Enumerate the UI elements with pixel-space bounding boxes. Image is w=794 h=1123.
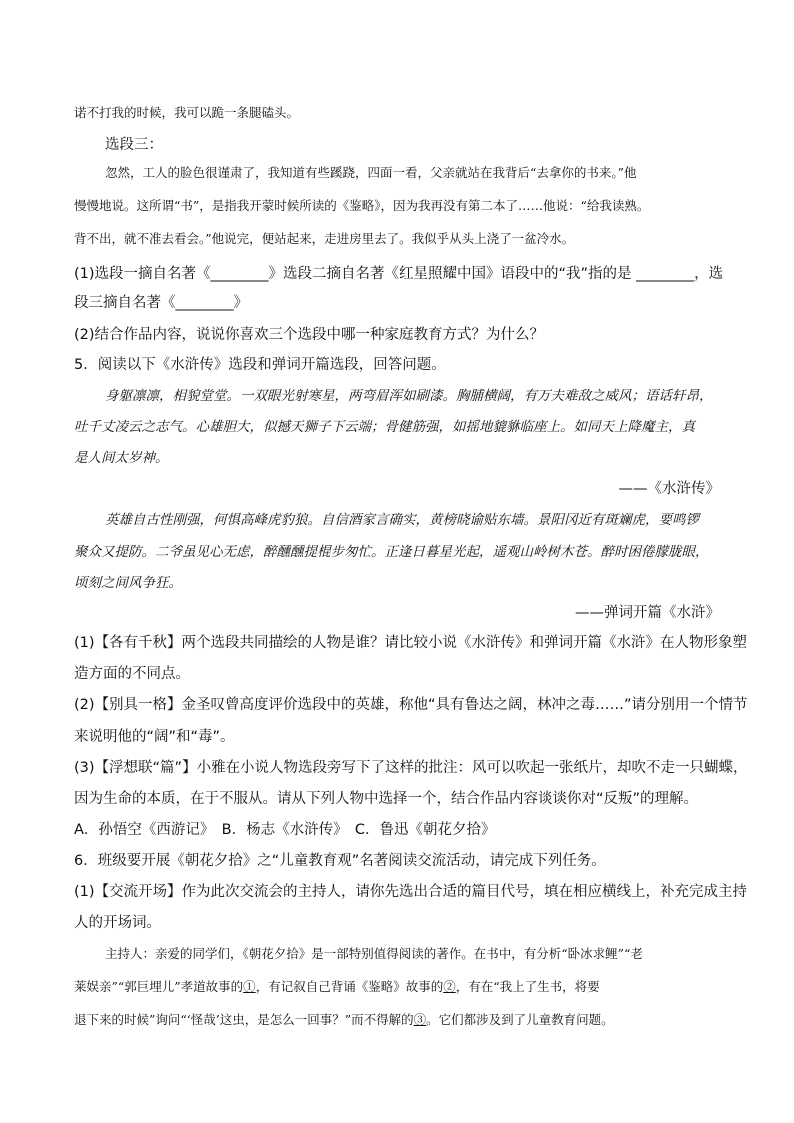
source-attribution: ——弹词开篇《水浒》: [575, 605, 720, 621]
text-segment: 退下来的时候”询问“‘怪哉’这虫，是怎么一回事？”而不得解的: [74, 1012, 414, 1027]
question-line: (2)结合作品内容，说说你喜欢三个选段中哪一种家庭教育方式？为什么？: [74, 327, 545, 343]
options-line: A．孙悟空《西游记》 B．杨志《水浒传》 C．鲁迅《朝花夕拾》: [74, 822, 496, 838]
question-line: 人的开场词。: [74, 915, 161, 931]
text-line: 身躯凛凛，相貌堂堂。一双眼光射寒星，两弯眉浑如刷漆。胸脯横阔，有万夫难敌之威风；语话轩昂，: [105, 388, 713, 404]
question-heading: 5．阅读以下《水浒传》选段和弹词开篇选段，回答问题。: [74, 357, 446, 373]
text-line: 是人间太岁神。: [74, 450, 169, 466]
text-line: 吐千丈凌云之志气。心雄胆大，似撼天狮子下云端；骨健筋强，如摇地貔貅临座上。如同天上降魔主，真: [74, 419, 695, 435]
question-heading: 6．班级要开展《朝花夕拾》之“儿童教育观”名著阅读交流活动，请完成下列任务。: [74, 853, 606, 869]
text-segment: ，有记叙自己背诵《鉴略》故事的: [255, 979, 444, 994]
blank-3: ③: [413, 1012, 427, 1027]
question-line: 因为生命的本质，在于不服从。请从下列人物中选择一个，结合作品内容谈谈你对“反叛”的理解。: [74, 791, 699, 807]
question-line: 来说明他的“阔”和“毒”。: [74, 729, 235, 745]
text-line: [74, 1010, 614, 1028]
text-segment: 莱娱亲”“郭巨埋儿”孝道故事的: [74, 979, 244, 994]
section-heading: 选段三：: [105, 137, 163, 153]
question-line: (3)【浮想联“篇”】小雅在小说人物选段旁写下了这样的批注：风可以吹起一张纸片，却吹不走一只蝴蝶，: [74, 760, 748, 776]
text-line: 聚众又提防。二爷虽见心无虑，醉醺醺提棍步匆忙。正逢日暮星光起，遥观山岭树木苍。醉时困倦朦胧眼，: [74, 544, 709, 560]
text-line: 忽然，工人的脸色很谨肃了，我知道有些蹊跷，四面一看，父亲就站在我背后“去拿你的书来。”他: [105, 165, 637, 180]
text-line: 主持人：亲爱的同学们，《朝花夕拾》是一部特别值得阅读的著作。在书中，有分析“卧冰求鲤”“老: [105, 946, 643, 961]
question-line: (1)【各有千秋】两个选段共同描绘的人物是谁？请比较小说《水浒传》和弹词开篇《水浒》在人物形象塑: [74, 635, 748, 651]
text-segment: 。它们都涉及到了儿童教育问题。: [426, 1012, 614, 1027]
question-line: 造方面的不同点。: [74, 666, 190, 682]
text-segment: ，有在“我上了生书，将要: [455, 979, 600, 994]
question-line: (1)【交流开场】作为此次交流会的主持人，请你先选出合适的篇目代号，填在相应横线上，补充完成主持: [74, 884, 748, 900]
text-line: 英雄自古性刚强，何惧高峰虎豹狼。自信酒家言确实，黄榜晓谕贴东墙。景阳冈近有斑斓虎，要鸣锣: [105, 512, 699, 528]
text-line: 背不出，就不准去看会。”他说完，便站起来，走进房里去了。我似乎从头上浇了一盆冷水。: [74, 231, 575, 246]
text-line: 诺不打我的时候，我可以跪一条腿磕头。: [74, 105, 300, 120]
text-line: [74, 977, 600, 995]
question-line: 段三摘自名著《________》: [74, 295, 248, 311]
question-line: (2)【别具一格】金圣叹曾高度评价选段中的英雄，称他“具有鲁达之阔，林冲之毒……”请分别用一个情节: [74, 697, 748, 713]
blank-2: ②: [443, 979, 456, 994]
question-line: (1)选段一摘自名著《________》选段二摘自名著《红星照耀中国》语段中的“我”指的是 ________，选: [74, 266, 724, 282]
blank-1: ①: [243, 979, 256, 994]
text-line: 慢慢地说。这所谓“书”，是指我开蒙时候所读的《鉴略》，因为我再没有第二本了……他说：“给我读熟。: [74, 198, 650, 213]
source-attribution: ——《水浒传》: [618, 481, 720, 497]
text-line: 顷刻之间风争狂。: [74, 575, 182, 591]
